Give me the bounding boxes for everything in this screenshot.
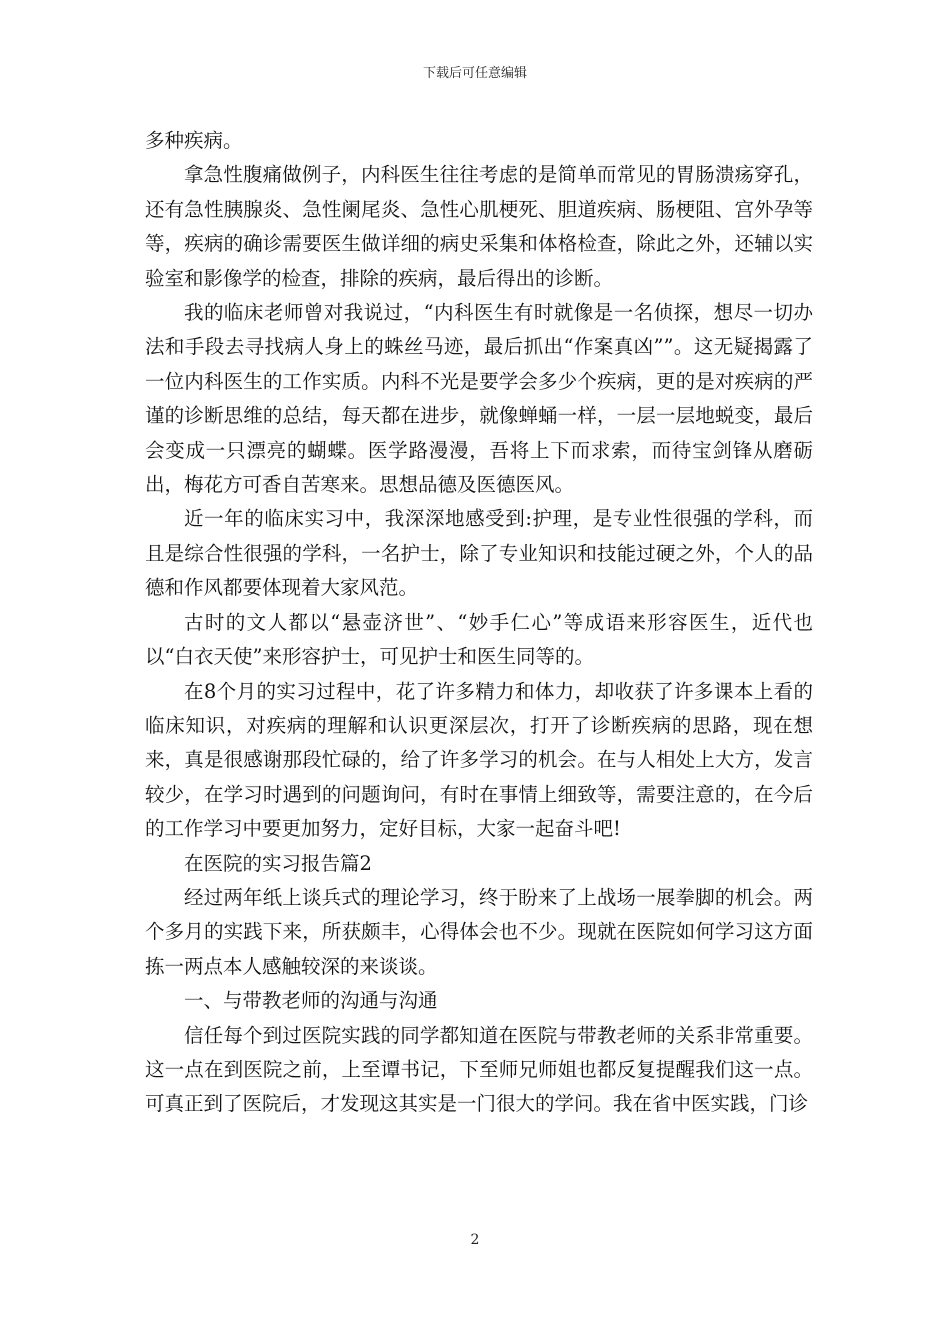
paragraph-2: 拿急性腹痛做例子，内科医生往往考虑的是简单而常见的胃肠溃疡穿孔，还有急性胰腺炎、急性阑尾炎、急性心肌梗死、胆道疾病、肠梗阻、宫外孕等等，疾病的确诊需要医生做详细的病史采集和体格检查，除此之外，还辅以实验室和影像学的检查，排除的疾病，最后得出的诊断。	[145, 163, 813, 290]
paragraph-6: 在8个月的实习过程中，花了许多精力和体力，却收获了许多课本上看的临床知识，对疾病的理解和认识更深层次，打开了诊断疾病的思路，现在想来，真是很感谢那段忙碌的，给了许多学习的机会。在与人相处上大方，发言较少，在学习时遇到的问题询问，有时在事情上细致等，需要注意的，在今后的工作学习中要更加努力，定好目标，大家一起奋斗吧!	[145, 679, 813, 841]
paragraph-4: 近一年的临床实习中，我深深地感受到:护理，是专业性很强的学科，而且是综合性很强的学科，一名护士，除了专业知识和技能过硬之外，个人的品德和作风都要体现着大家风范。	[145, 507, 813, 600]
paragraph-1: 多种疾病。	[145, 129, 243, 152]
subsection-heading-1: 一、与带教老师的沟通与沟通	[184, 989, 438, 1013]
page-number: 2	[470, 1232, 480, 1248]
page-header-note: 下载后可任意编辑	[422, 66, 527, 81]
paragraph-7: 经过两年纸上谈兵式的理论学习，终于盼来了上战场一展拳脚的机会。两个多月的实践下来，所获颇丰，心得体会也不少。现就在医院如何学习这方面拣一两点本人感触较深的来谈谈。	[145, 885, 813, 978]
paragraph-3: 我的临床老师曾对我说过，“内科医生有时就像是一名侦探，想尽一切办法和手段去寻找病人身上的蛛丝马迹，最后抓出“作案真凶””。这无疑揭露了一位内科医生的工作实质。内科不光是要学会多少个疾病，更的是对疾病的严谨的诊断思维的总结，每天都在进步，就像蝉蛹一样，一层一层地蜕变，最后会变成一只漂亮的蝴蝶。医学路漫漫，吾将上下而求索，而待宝剑锋从磨砺出，梅花方可香自苦寒来。思想品德及医德医风。	[145, 301, 813, 497]
document-body	[145, 124, 813, 1122]
paragraph-5: 古时的文人都以“悬壶济世”、“妙手仁心”等成语来形容医生，近代也以“白衣天使”来形容护士，可见护士和医生同等的。	[145, 610, 813, 669]
section-heading-report-2: 在医院的实习报告篇2	[184, 851, 372, 875]
paragraph-8: 信任每个到过医院实践的同学都知道在医院与带教老师的关系非常重要。这一点在到医院之前，上至谭书记，下至师兄师姐也都反复提醒我们这一点。可真正到了医院后，才发现这其实是一门很大的学问。我在省中医实践，门诊	[145, 1023, 813, 1116]
